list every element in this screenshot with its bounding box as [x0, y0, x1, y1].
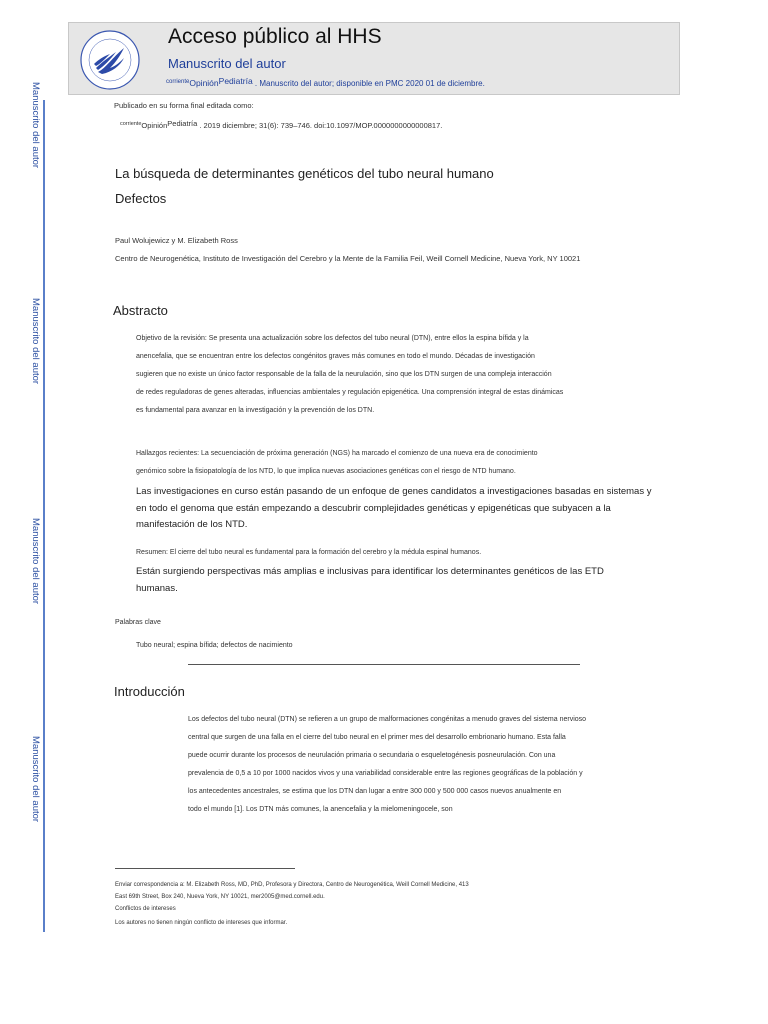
published-label: Publicado en su forma final editada como:	[114, 101, 254, 110]
intro-line: central que surgen de una falla en el cierre del tubo neural en el primer mes del desarrollo embrionario humano. Esta falla	[188, 734, 566, 741]
published-journal-b: Pediatría	[167, 119, 198, 128]
published-journal-a: Opinión	[141, 121, 168, 130]
footnote-correspondence: East 69th Street, Box 240, Nueva York, NY 10021, mer2005@med.cornell.edu.	[115, 894, 325, 900]
section-divider	[188, 664, 580, 665]
citation-journal-a: Opinión	[189, 78, 219, 88]
article-title-line-1: La búsqueda de determinantes genéticos del tubo neural humano	[115, 166, 494, 181]
abstract-heading: Abstracto	[113, 303, 168, 318]
abstract-summary-line: Resumen: El cierre del tubo neural es fundamental para la formación del cerebro y la médula espinal humanos.	[136, 549, 482, 556]
abstract-summary-line: humanas.	[136, 583, 178, 594]
sidebar-label: Manuscrito del autor	[30, 518, 41, 605]
abstract-objective-line: sugieren que no existe un único factor responsable de la falla de la neurulación, sino que los DTN surgen de una compleja interacción	[136, 371, 552, 378]
footnote-correspondence: Enviar correspondencia a: M. Elizabeth Ross, MD, PhD, Profesora y Directora, Centro de Neurogenética, Weill Cornell Medicine, 413	[115, 882, 469, 888]
article-title-line-2: Defectos	[115, 191, 167, 206]
footnote-divider	[115, 868, 295, 869]
sidebar-label: Manuscrito del autor	[30, 82, 41, 169]
authors: Paul Wolujewicz y M. Elizabeth Ross	[115, 236, 238, 245]
published-rest: . 2019 diciembre; 31(6): 739–746. doi:10.1097/MOP.0000000000000817.	[199, 121, 443, 130]
citation-prefix: corriente	[166, 79, 190, 85]
published-citation	[120, 119, 442, 130]
abstract-findings-line: Las investigaciones en curso están pasando de un enfoque de genes candidatos a investigaciones basadas en sistemas y	[136, 486, 652, 497]
intro-line: los antecedentes ancestrales, se estima que los DTN dan lugar a entre 300 000 y 500 000 casos nuevos anualmente en	[188, 788, 562, 795]
header-subtitle: Manuscrito del autor	[168, 56, 286, 71]
abstract-summary-line: Están surgiendo perspectivas más amplias e inclusivas para identificar los determinantes genéticos de las ETD	[136, 566, 604, 577]
abstract-objective-line: de redes reguladoras de genes alteradas, influencias ambientales y regulación epigenética. Una comprensión integral de estas dinámicas	[136, 389, 564, 396]
affiliation: Centro de Neurogenética, Instituto de Investigación del Cerebro y la Mente de la Familia Feil, Weill Cornell Medicine, Nueva York, NY 10021	[115, 254, 581, 263]
intro-line: puede ocurrir durante los procesos de neurulación primaria o secundaria o esqueletogénesis posneurulación. Con una	[188, 752, 556, 759]
intro-line: Los defectos del tubo neural (DTN) se refieren a un grupo de malformaciones congénitas a menudo graves del sistema nervioso	[188, 716, 587, 723]
keywords-text: Tubo neural; espina bífida; defectos de nacimiento	[136, 642, 293, 649]
abstract-findings-line: en todo el genoma que están empezando a descubrir complejidades genéticas y epigenéticas que subyacen a la	[136, 503, 611, 514]
sidebar-label: Manuscrito del autor	[30, 298, 41, 385]
sidebar-label: Manuscrito del autor	[30, 736, 41, 823]
left-rail-line	[43, 100, 45, 932]
abstract-findings-line: genómico sobre la fisiopatología de los NTD, lo que implica nuevas asociaciones genéticas con el riesgo de NTD humano.	[136, 468, 516, 475]
intro-heading: Introducción	[114, 684, 185, 699]
header-citation	[166, 76, 485, 88]
abstract-objective-line: anencefalia, que se encuentran entre los defectos congénitos graves más comunes en todo el mundo. Décadas de investigación	[136, 353, 535, 360]
abstract-findings-line: Hallazgos recientes: La secuenciación de próxima generación (NGS) ha marcado el comienzo de una nueva era de conocimiento	[136, 450, 538, 457]
citation-journal-b: Pediatría	[218, 76, 253, 86]
published-prefix: corriente	[120, 121, 142, 127]
footnote-conflicts-text: Los autores no tienen ningún conflicto de intereses que informar.	[115, 920, 288, 926]
footnote-conflicts-label: Conflictos de intereses	[115, 906, 176, 912]
abstract-objective-line: Objetivo de la revisión: Se presenta una actualización sobre los defectos del tubo neural (DTN), entre ellos la espina bífida y la	[136, 335, 529, 342]
intro-line: prevalencia de 0,5 a 10 por 1000 nacidos vivos y una variabilidad considerable entre las regiones geográficas de la población y	[188, 770, 583, 777]
keywords-label: Palabras clave	[115, 619, 161, 626]
hhs-eagle-seal-icon	[76, 28, 144, 92]
intro-line: todo el mundo [1]. Los DTN más comunes, la anencefalia y la mielomeningocele, son	[188, 806, 453, 813]
header-title: Acceso público al HHS	[168, 25, 382, 48]
citation-rest: . Manuscrito del autor; disponible en PMC 2020 01 de diciembre.	[254, 79, 485, 88]
abstract-objective-line: es fundamental para avanzar en la investigación y la prevención de los DTN.	[136, 407, 375, 414]
abstract-findings-line: manifestación de los NTD.	[136, 519, 248, 530]
